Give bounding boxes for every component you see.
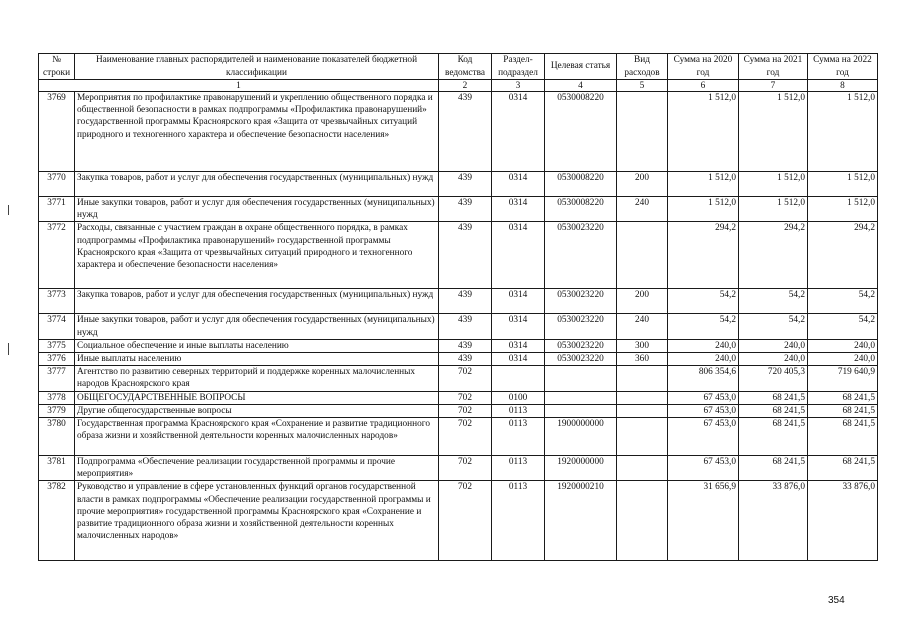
row-sum-2020: 67 453,0 <box>668 391 739 404</box>
row-sum-2021: 68 241,5 <box>739 418 808 456</box>
column-number: 1 <box>39 80 439 92</box>
row-section: 0314 <box>492 222 545 289</box>
table-row <box>39 339 878 352</box>
row-section: 0314 <box>492 314 545 339</box>
row-expense-type: 240 <box>617 314 668 339</box>
row-number: 3771 <box>39 197 75 222</box>
row-expense-type <box>617 418 668 456</box>
row-target-article <box>545 366 617 391</box>
row-section: 0113 <box>492 481 545 561</box>
header-target-article: Целевая статья <box>545 54 617 80</box>
row-section: 0100 <box>492 391 545 404</box>
row-expense-type <box>617 391 668 404</box>
row-sum-2022: 1 512,0 <box>808 172 878 197</box>
row-name: Иные выплаты населению <box>75 353 439 366</box>
table-row <box>39 289 878 314</box>
header-sum-2022: Сумма на 2022 год <box>808 54 878 80</box>
page-number: 354 <box>828 595 845 606</box>
header-sum-2021: Сумма на 2021 год <box>739 54 808 80</box>
row-expense-type: 240 <box>617 197 668 222</box>
header-row <box>39 54 878 80</box>
row-name: Подпрограмма «Обеспечение реализации государственной программы и прочие мероприятия» <box>75 456 439 481</box>
column-number: 4 <box>545 80 617 92</box>
margin-mark <box>8 343 9 355</box>
row-name: Иные закупки товаров, работ и услуг для обеспечения государственных (муниципальных) нужд <box>75 197 439 222</box>
row-sum-2020: 1 512,0 <box>668 92 739 172</box>
row-expense-type: 360 <box>617 353 668 366</box>
row-sum-2020: 240,0 <box>668 339 739 352</box>
row-section: 0314 <box>492 353 545 366</box>
row-expense-type <box>617 456 668 481</box>
row-expense-type: 200 <box>617 289 668 314</box>
column-number: 2 <box>439 80 492 92</box>
column-number-row <box>39 80 878 92</box>
row-sum-2021: 33 876,0 <box>739 481 808 561</box>
row-target-article: 0530008220 <box>545 197 617 222</box>
column-number: 5 <box>617 80 668 92</box>
row-sum-2022: 68 241,5 <box>808 391 878 404</box>
row-target-article: 0530023220 <box>545 289 617 314</box>
table-row <box>39 366 878 391</box>
row-target-article: 0530008220 <box>545 92 617 172</box>
row-expense-type <box>617 404 668 417</box>
table-row <box>39 456 878 481</box>
row-department-code: 702 <box>439 391 492 404</box>
row-number: 3777 <box>39 366 75 391</box>
row-number: 3779 <box>39 404 75 417</box>
row-sum-2020: 54,2 <box>668 314 739 339</box>
row-section <box>492 366 545 391</box>
row-target-article: 0530023220 <box>545 339 617 352</box>
row-section: 0113 <box>492 404 545 417</box>
row-sum-2020: 294,2 <box>668 222 739 289</box>
row-sum-2022: 240,0 <box>808 339 878 352</box>
row-department-code: 702 <box>439 481 492 561</box>
table-row <box>39 404 878 417</box>
row-department-code: 439 <box>439 222 492 289</box>
row-sum-2022: 68 241,5 <box>808 456 878 481</box>
row-department-code: 702 <box>439 418 492 456</box>
row-sum-2022: 1 512,0 <box>808 197 878 222</box>
row-number: 3773 <box>39 289 75 314</box>
row-name: Закупка товаров, работ и услуг для обеспечения государственных (муниципальных) нужд <box>75 289 439 314</box>
row-number: 3775 <box>39 339 75 352</box>
row-department-code: 439 <box>439 92 492 172</box>
budget-table <box>38 53 878 561</box>
row-sum-2020: 67 453,0 <box>668 456 739 481</box>
row-target-article: 1920000000 <box>545 456 617 481</box>
row-expense-type <box>617 222 668 289</box>
row-sum-2021: 54,2 <box>739 289 808 314</box>
row-number: 3780 <box>39 418 75 456</box>
row-sum-2020: 31 656,9 <box>668 481 739 561</box>
row-sum-2022: 294,2 <box>808 222 878 289</box>
row-sum-2021: 1 512,0 <box>739 92 808 172</box>
row-number: 3774 <box>39 314 75 339</box>
row-section: 0113 <box>492 456 545 481</box>
row-sum-2020: 67 453,0 <box>668 404 739 417</box>
column-number: 3 <box>492 80 545 92</box>
row-name: Иные закупки товаров, работ и услуг для обеспечения государственных (муниципальных) нужд <box>75 314 439 339</box>
row-sum-2020: 806 354,6 <box>668 366 739 391</box>
row-sum-2022: 33 876,0 <box>808 481 878 561</box>
row-target-article <box>545 404 617 417</box>
row-department-code: 439 <box>439 172 492 197</box>
row-target-article <box>545 391 617 404</box>
row-expense-type: 200 <box>617 172 668 197</box>
row-sum-2022: 240,0 <box>808 353 878 366</box>
row-number: 3781 <box>39 456 75 481</box>
row-sum-2020: 1 512,0 <box>668 197 739 222</box>
row-number: 3776 <box>39 353 75 366</box>
row-department-code: 439 <box>439 339 492 352</box>
row-name: Агентство по развитию северных территорий и поддержке коренных малочисленных народов Красноярского края <box>75 366 439 391</box>
row-number: 3772 <box>39 222 75 289</box>
row-number: 3769 <box>39 92 75 172</box>
row-sum-2021: 720 405,3 <box>739 366 808 391</box>
row-target-article: 0530008220 <box>545 172 617 197</box>
row-name: Руководство и управление в сфере установленных функций органов государственной власти в рамках подпрограммы «Обеспечение реализации государственной программы и прочие мероприятия» государственной программы Красноярского края «Сохранение и развитие традиционного образа жизни и хозяйственной деятельности коренных малочисленных народов» <box>75 481 439 561</box>
row-name: ОБЩЕГОСУДАРСТВЕННЫЕ ВОПРОСЫ <box>75 391 439 404</box>
row-sum-2021: 240,0 <box>739 339 808 352</box>
row-expense-type: 300 <box>617 339 668 352</box>
margin-mark <box>8 205 9 215</box>
row-department-code: 439 <box>439 353 492 366</box>
header-department-code: Код ведомства <box>439 54 492 80</box>
row-sum-2020: 1 512,0 <box>668 172 739 197</box>
row-target-article: 1920000210 <box>545 481 617 561</box>
row-section: 0314 <box>492 339 545 352</box>
column-number: 6 <box>668 80 739 92</box>
row-number: 3778 <box>39 391 75 404</box>
row-sum-2020: 54,2 <box>668 289 739 314</box>
row-number: 3770 <box>39 172 75 197</box>
row-expense-type <box>617 366 668 391</box>
row-department-code: 702 <box>439 456 492 481</box>
table-row <box>39 481 878 561</box>
row-name: Расходы, связанные с участием граждан в охране общественного порядка, в рамках подпрограммы «Профилактика правонарушений» государственной программы Красноярского края «Защита от чрезвычайных ситуаций природного и техногенного характера и обеспечение безопасности населения» <box>75 222 439 289</box>
row-sum-2020: 67 453,0 <box>668 418 739 456</box>
table-row <box>39 222 878 289</box>
row-expense-type <box>617 481 668 561</box>
row-section: 0314 <box>492 92 545 172</box>
row-name: Мероприятия по профилактике правонарушений и укреплению общественного порядка и общественной безопасности в рамках подпрограммы «Профилактика правонарушений» государственной программы Красноярского края «Защита от чрезвычайных ситуаций природного и техногенного характера и обеспечение безопасности населения» <box>75 92 439 172</box>
row-section: 0314 <box>492 289 545 314</box>
column-number: 8 <box>808 80 878 92</box>
row-target-article: 1900000000 <box>545 418 617 456</box>
table-row <box>39 391 878 404</box>
table-row <box>39 172 878 197</box>
row-sum-2022: 719 640,9 <box>808 366 878 391</box>
row-section: 0314 <box>492 197 545 222</box>
row-sum-2022: 68 241,5 <box>808 418 878 456</box>
row-name: Государственная программа Красноярского края «Сохранение и развитие традиционного образа жизни и хозяйственной деятельности коренных малочисленных народов» <box>75 418 439 456</box>
table-row <box>39 92 878 172</box>
row-sum-2021: 1 512,0 <box>739 172 808 197</box>
table-row <box>39 197 878 222</box>
row-department-code: 439 <box>439 289 492 314</box>
column-number: 7 <box>739 80 808 92</box>
header-sum-2020: Сумма на 2020 год <box>668 54 739 80</box>
table-row <box>39 314 878 339</box>
row-department-code: 702 <box>439 366 492 391</box>
row-name: Закупка товаров, работ и услуг для обеспечения государственных (муниципальных) нужд <box>75 172 439 197</box>
header-name: Наименование главных распорядителей и наименование показателей бюджетной классификации <box>75 54 439 80</box>
row-sum-2021: 68 241,5 <box>739 404 808 417</box>
row-sum-2021: 68 241,5 <box>739 456 808 481</box>
row-name: Другие общегосударственные вопросы <box>75 404 439 417</box>
row-sum-2021: 294,2 <box>739 222 808 289</box>
row-target-article: 0530023220 <box>545 353 617 366</box>
row-sum-2022: 68 241,5 <box>808 404 878 417</box>
row-sum-2021: 54,2 <box>739 314 808 339</box>
row-sum-2022: 54,2 <box>808 314 878 339</box>
row-sum-2020: 240,0 <box>668 353 739 366</box>
row-department-code: 439 <box>439 314 492 339</box>
row-section: 0113 <box>492 418 545 456</box>
row-number: 3782 <box>39 481 75 561</box>
table-row <box>39 353 878 366</box>
row-name: Социальное обеспечение и иные выплаты населению <box>75 339 439 352</box>
header-expense-type: Вид расходов <box>617 54 668 80</box>
row-sum-2022: 54,2 <box>808 289 878 314</box>
row-target-article: 0530023220 <box>545 222 617 289</box>
row-department-code: 439 <box>439 197 492 222</box>
row-section: 0314 <box>492 172 545 197</box>
header-row-number: № строки <box>39 54 75 80</box>
header-section: Раздел-подраздел <box>492 54 545 80</box>
row-expense-type <box>617 92 668 172</box>
table-row <box>39 418 878 456</box>
row-sum-2021: 1 512,0 <box>739 197 808 222</box>
row-sum-2021: 240,0 <box>739 353 808 366</box>
row-target-article: 0530023220 <box>545 314 617 339</box>
row-sum-2022: 1 512,0 <box>808 92 878 172</box>
row-sum-2021: 68 241,5 <box>739 391 808 404</box>
row-department-code: 702 <box>439 404 492 417</box>
